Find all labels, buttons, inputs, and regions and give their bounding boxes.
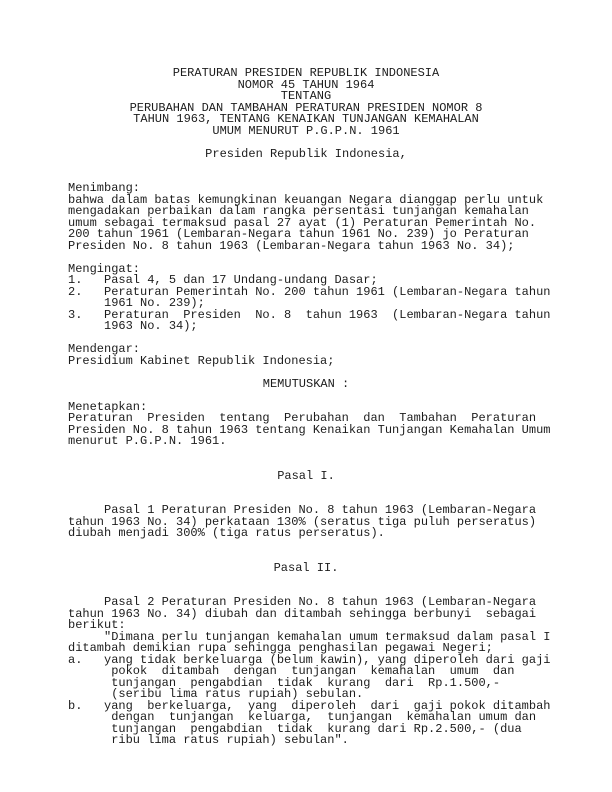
- memutuskan-heading: MEMUTUSKAN :: [262, 376, 350, 391]
- pasal-2-item-a-line: a. yang tidak berkeluarga (belum kawin), yang diperoleh dari gaji: [68, 652, 551, 667]
- spacer: [68, 448, 544, 471]
- doc-title-line: PERUBAHAN DAN TAMBAHAN PERATURAN PRESIDEN NOMOR 8: [129, 100, 483, 115]
- menetapkan-body-line: Presiden No. 8 tahun 1963 tentang Kenaikan Tunjangan Kemahalan Umum: [68, 422, 551, 437]
- pasal-2-item-a-line: pokok ditambah dengan tunjangan kemahalan umum dan: [68, 664, 515, 678]
- menimbang-heading: Menimbang:: [68, 181, 141, 195]
- doc-title-line: TENTANG: [280, 89, 332, 103]
- spacer: [68, 540, 544, 563]
- pasal-2-body-line: berikut:: [68, 618, 126, 632]
- menimbang-body-line: umum sebagai termaksud pasal 27 ayat (1) Peraturan Pemerintah No.: [68, 215, 537, 230]
- spacer: [68, 160, 544, 183]
- pasal-2-quote-line: ditambah demikian rupa sehingga penghasilan pegawai Negeri;: [68, 641, 493, 655]
- pasal-2-item-b-line: b. yang berkeluarga, yang diperoleh dari gaji pokok ditambah: [68, 698, 551, 713]
- mengingat-heading: Mengingat:: [68, 261, 141, 276]
- pasal-2-item-b-line: ribu lima ratus rupiah) sebulan".: [68, 733, 349, 747]
- pasal-1-body-line: tahun 1963 No. 34) perkataan 130% (seratus tiga puluh perseratus): [68, 514, 537, 529]
- pasal-1-heading: Pasal I.: [277, 468, 335, 483]
- menimbang-body-line: 200 tahun 1961 (Lembaran-Negara tahun 1961 No. 239) jo Peraturan: [68, 227, 529, 241]
- doc-title-line: TAHUN 1963, TENTANG KENAIKAN TUNJANGAN KEMAHALAN: [133, 112, 479, 126]
- pasal-1-body-line: Pasal 1 Peraturan Presiden No. 8 tahun 1963 (Lembaran-Negara: [68, 503, 537, 517]
- mengingat-list-line: 2. Peraturan Pemerintah No. 200 tahun 1961 (Lembaran-Negara tahun: [68, 284, 551, 299]
- doc-title-line: NOMOR 45 TAHUN 1964: [237, 77, 375, 92]
- pasal-1-body-line: diubah menjadi 300% (tiga ratus perseratus).: [68, 526, 385, 540]
- pasal-2-item-b-line: tunjangan pengabdian tidak kurang dari Rp.2.500,- (dua: [68, 721, 522, 736]
- pasal-2-quote-line: "Dimana perlu tunjangan kemahalan umum termaksud dalam pasal I: [68, 629, 551, 644]
- pasal-2-heading: Pasal II.: [273, 560, 339, 575]
- menimbang-body-line: Presiden No. 8 tahun 1963 (Lembaran-Negara tahun 1963 No. 34);: [68, 238, 515, 253]
- mendengar-heading: Mendengar:: [68, 342, 141, 356]
- mendengar-body-line: Presidium Kabinet Republik Indonesia;: [68, 353, 335, 368]
- menetapkan-body-line: menurut P.G.P.N. 1961.: [68, 434, 227, 448]
- menimbang-body-line: bahwa dalam batas kemungkinan keuangan Negara dianggap perlu untuk: [68, 192, 544, 207]
- pasal-2-body-line: Pasal 2 Peraturan Presiden No. 8 tahun 1963 (Lembaran-Negara: [68, 595, 537, 609]
- menetapkan-body-line: Peraturan Presiden tentang Perubahan dan Tambahan Peraturan: [68, 411, 537, 425]
- pasal-2-item-a-line: (seribu lima ratus rupiah) sebulan.: [68, 687, 364, 701]
- pasal-2-item-a-line: tunjangan pengabdian tidak kurang dari Rp.1.500,-: [68, 675, 501, 690]
- doc-title-line: PERATURAN PRESIDEN REPUBLIK INDONESIA: [172, 66, 440, 80]
- doc-title-line: UMUM MENURUT P.G.P.N. 1961: [212, 123, 400, 138]
- spacer: [68, 574, 544, 597]
- salutation-line: Presiden Republik Indonesia,: [205, 146, 407, 161]
- mengingat-list-line: 1963 No. 34);: [68, 319, 198, 333]
- spacer: [68, 482, 544, 505]
- menetapkan-heading: Menetapkan:: [68, 399, 148, 414]
- mengingat-list-line: 3. Peraturan Presiden No. 8 tahun 1963 (Lembaran-Negara tahun: [68, 307, 551, 322]
- mengingat-list-line: 1. Pasal 4, 5 dan 17 Undang-undang Dasar;: [68, 273, 378, 287]
- pasal-2-body-line: tahun 1963 No. 34) diubah dan ditambah sehingga berbunyi sebagai: [68, 606, 537, 621]
- pasal-2-item-b-line: dengan tunjangan keluarga, tunjangan kemahalan umum dan: [68, 710, 537, 724]
- mengingat-list-line: 1961 No. 239);: [68, 296, 205, 310]
- menimbang-body-line: mengadakan perbaikan dalam rangka persentasi tunjangan kemahalan: [68, 204, 529, 218]
